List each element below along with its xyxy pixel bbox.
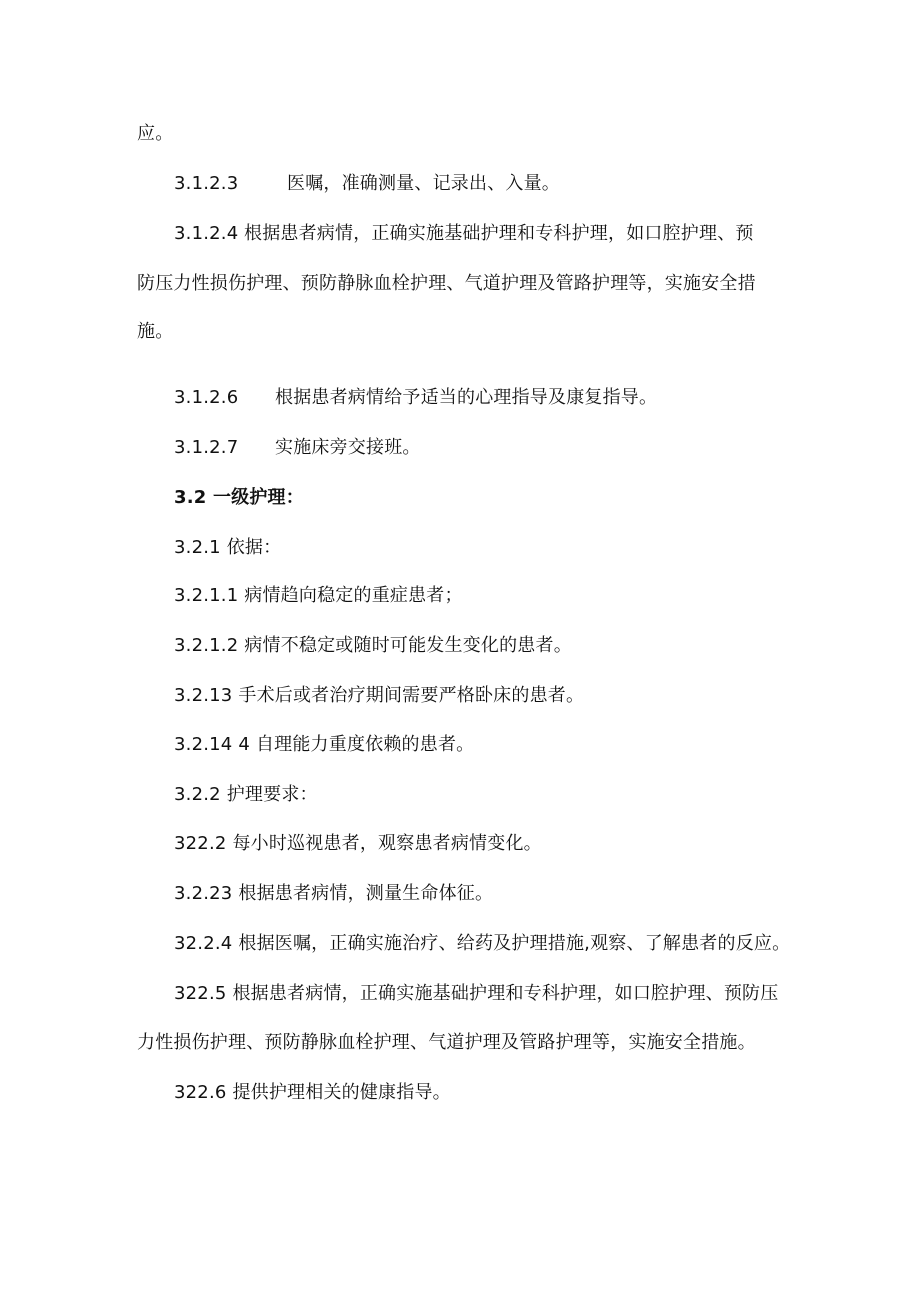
section-heading-3-2: [174, 486, 304, 510]
paragraph-continuation-line: [137, 122, 173, 146]
line-text: 3.2.2 护理要求：: [174, 784, 318, 805]
item-3-2-2: [174, 783, 318, 807]
item-3-1-2-6: [174, 386, 657, 410]
item-number: 3.1.2.7: [174, 437, 239, 458]
line-text: 3.2.1 依据：: [174, 537, 282, 558]
line-text: 322.2 每小时巡视患者，观察患者病情变化。: [174, 833, 542, 854]
item-number: 3.1.2.4: [174, 223, 239, 244]
item-3-1-2-4-continuation: [137, 320, 173, 344]
line-text: 32.2.4 根据医嘱，正确实施治疗、给药及护理措施,观察、了解患者的反应。: [174, 933, 791, 954]
item-3-2-13: [174, 684, 584, 708]
line-text: 3.2.1.2 病情不稳定或随时可能发生变化的患者。: [174, 635, 572, 656]
item-3-2-23: [174, 882, 493, 906]
item-number: 3.1.2.3: [174, 173, 239, 194]
item-3-2-1-2: [174, 634, 572, 658]
line-text: 防压力性损伤护理、预防静脉血栓护理、气道护理及管路护理等，实施安全措: [137, 273, 756, 294]
item-3-1-2-3: [174, 172, 560, 196]
line-text: 322.6 提供护理相关的健康指导。: [174, 1082, 451, 1103]
item-text: 医嘱，准确测量、记录出、入量。: [287, 173, 560, 194]
item-322-6: [174, 1081, 451, 1105]
item-3-1-2-4: [174, 222, 754, 246]
item-text: 根据患者病情，正确实施基础护理和专科护理，如口腔护理、预: [244, 223, 754, 244]
line-text: 力性损伤护理、预防静脉血栓护理、气道护理及管路护理等，实施安全措施。: [137, 1032, 756, 1053]
item-number: 3.1.2.6: [174, 387, 239, 408]
item-3-2-1: [174, 536, 281, 560]
item-3-1-2-7: [174, 436, 421, 460]
line-text: 3.2.1.1 病情趋向稳定的重症患者；: [174, 585, 463, 606]
line-text: 322.5 根据患者病情，正确实施基础护理和专科护理，如口腔护理、预防压: [174, 983, 779, 1004]
item-322-2: [174, 832, 542, 856]
item-322-5-continuation: [137, 1031, 756, 1055]
heading-text: 3.2 一级护理：: [174, 487, 304, 508]
item-text: 根据患者病情给予适当的心理指导及康复指导。: [275, 387, 658, 408]
line-text: 3.2.13 手术后或者治疗期间需要严格卧床的患者。: [174, 685, 585, 706]
item-text: 实施床旁交接班。: [275, 437, 421, 458]
line-text: 应。: [137, 123, 174, 144]
line-text: 施。: [137, 321, 174, 342]
item-3-1-2-4-continuation: [137, 272, 756, 296]
item-3-2-1-1: [174, 584, 463, 608]
line-text: 3.2.23 根据患者病情，测量生命体征。: [174, 883, 494, 904]
line-text: 3.2.14 4 自理能力重度依赖的患者。: [174, 734, 475, 755]
item-32-2-4: [174, 932, 790, 956]
item-322-5: [174, 982, 778, 1006]
item-3-2-14: [174, 733, 474, 757]
